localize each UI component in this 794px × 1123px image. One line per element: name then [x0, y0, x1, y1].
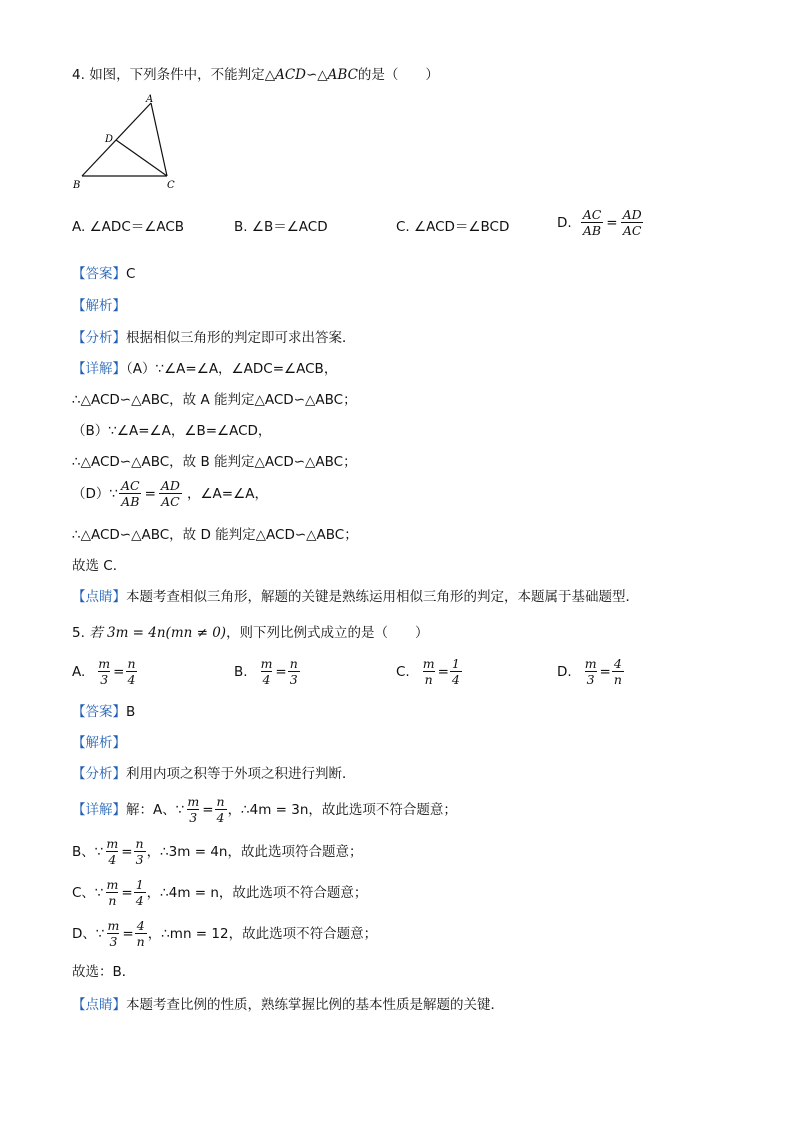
fraction: $\frac{m}{3}$ — [98, 656, 111, 687]
fraction: $\frac{m}{3}$ — [187, 794, 200, 825]
fraction: $\frac{4}{n}$ — [613, 656, 622, 687]
q5-stem: 5. 若 3m = 4n(mn ≠ 0)，则下列比例式成立的是（ ） — [72, 625, 429, 641]
q4-option-d: D. $\frac{AC}{AB}$ = $\frac{AD}{AC}$ — [557, 207, 642, 238]
label-b: B — [73, 180, 81, 191]
fraction: $\frac{AC}{AB}$ — [120, 478, 140, 509]
q5-detail-a: 【详解】 解：A、∵ $\frac{m}{3}$ = $\frac{n}{4}$ ，∴4m = 3n，故此选项不符合题意； — [72, 794, 457, 825]
q5-comment: 【点睛】本题考查比例的性质，熟练掌握比例的基本性质是解题的关键． — [72, 997, 504, 1013]
q5-option-d: D. $\frac{m}{3}$ = $\frac{4}{n}$ — [557, 656, 622, 687]
fraction: $\frac{AD}{AC}$ — [622, 207, 642, 238]
q5-detail-b: B、∵ $\frac{m}{4}$ = $\frac{n}{3}$ ，∴3m = 4n，故此选项符合题意； — [72, 836, 363, 867]
q5-fenxi: 【分析】利用内项之积等于外项之积进行判断． — [72, 766, 356, 782]
fraction: $\frac{m}{3}$ — [107, 918, 120, 949]
segment-ab — [82, 103, 151, 176]
fraction: $\frac{n}{3}$ — [289, 656, 298, 687]
fraction: $\frac{n}{4}$ — [216, 794, 225, 825]
fraction: $\frac{4}{n}$ — [136, 918, 145, 949]
q4-option-c: C. ∠ACD＝∠BCD — [396, 219, 510, 235]
q5-option-a: A. $\frac{m}{3}$ = $\frac{n}{4}$ — [72, 656, 136, 687]
label-c: C — [167, 180, 175, 191]
label-d: D — [105, 134, 114, 145]
q4-detail-3: （B）∵∠A=∠A，∠B=∠ACD， — [72, 423, 272, 439]
triangle-figure — [68, 92, 188, 192]
q4-fenxi: 【分析】根据相似三角形的判定即可求出答案． — [72, 330, 356, 346]
q4-option-a: A. ∠ADC＝∠ACB — [72, 219, 185, 235]
q4-detail-1: 【详解】（A）∵∠A=∠A，∠ADC=∠ACB， — [72, 361, 338, 377]
segment-ac — [151, 103, 167, 176]
q4-detail-2: ∴△ACD∽△ABC，故 A 能判定△ACD∽△ABC； — [72, 392, 357, 408]
q5-detail-c: C、∵ $\frac{m}{n}$ = $\frac{1}{4}$ ，∴4m = n，故此选项不符合题意； — [72, 877, 368, 908]
fraction: $\frac{AC}{AB}$ — [582, 207, 602, 238]
q5-option-c: C. $\frac{m}{n}$ = $\frac{1}{4}$ — [396, 656, 460, 687]
q4-option-b: B. ∠B＝∠ACD — [234, 219, 328, 235]
segment-dc — [116, 140, 167, 176]
fraction: $\frac{1}{4}$ — [451, 656, 460, 687]
q4-stem: 4. 如图，下列条件中，不能判定△ACD∽△ABC的是（ ） — [72, 67, 439, 83]
fraction: $\frac{m}{n}$ — [422, 656, 435, 687]
q5-detail-d: D、∵ $\frac{m}{3}$ = $\frac{4}{n}$ ，∴mn = 12，故此选项不符合题意； — [72, 918, 378, 949]
fraction: $\frac{n}{3}$ — [135, 836, 144, 867]
fraction: $\frac{m}{n}$ — [106, 877, 119, 908]
label-a: A — [146, 94, 154, 105]
fraction: $\frac{n}{4}$ — [127, 656, 136, 687]
q4-detail-6: ∴△ACD∽△ABC，故 D 能判定△ACD∽△ABC； — [72, 527, 358, 543]
q5-analysis-tag: 【解析】 — [72, 735, 126, 751]
q5-answer: 【答案】B — [72, 704, 136, 720]
q4-detail-4: ∴△ACD∽△ABC，故 B 能判定△ACD∽△ABC； — [72, 454, 357, 470]
fraction: $\frac{m}{4}$ — [260, 656, 273, 687]
q4-choose: 故选 C． — [72, 558, 127, 574]
q4-analysis-tag: 【解析】 — [72, 298, 126, 314]
q5-option-b: B. $\frac{m}{4}$ = $\frac{n}{3}$ — [234, 656, 298, 687]
q5-choose: 故选：B． — [72, 964, 136, 980]
fraction: $\frac{m}{3}$ — [584, 656, 597, 687]
fraction: $\frac{m}{4}$ — [106, 836, 119, 867]
q4-comment: 【点睛】本题考查相似三角形，解题的关键是熟练运用相似三角形的判定，本题属于基础题型． — [72, 589, 639, 605]
q4-detail-5: （D）∵ $\frac{AC}{AB}$ = $\frac{AD}{AC}$ ，∠A=∠A， — [72, 478, 268, 509]
fraction: $\frac{AD}{AC}$ — [160, 478, 180, 509]
fraction: $\frac{1}{4}$ — [135, 877, 144, 908]
q4-answer: 【答案】C — [72, 266, 136, 282]
